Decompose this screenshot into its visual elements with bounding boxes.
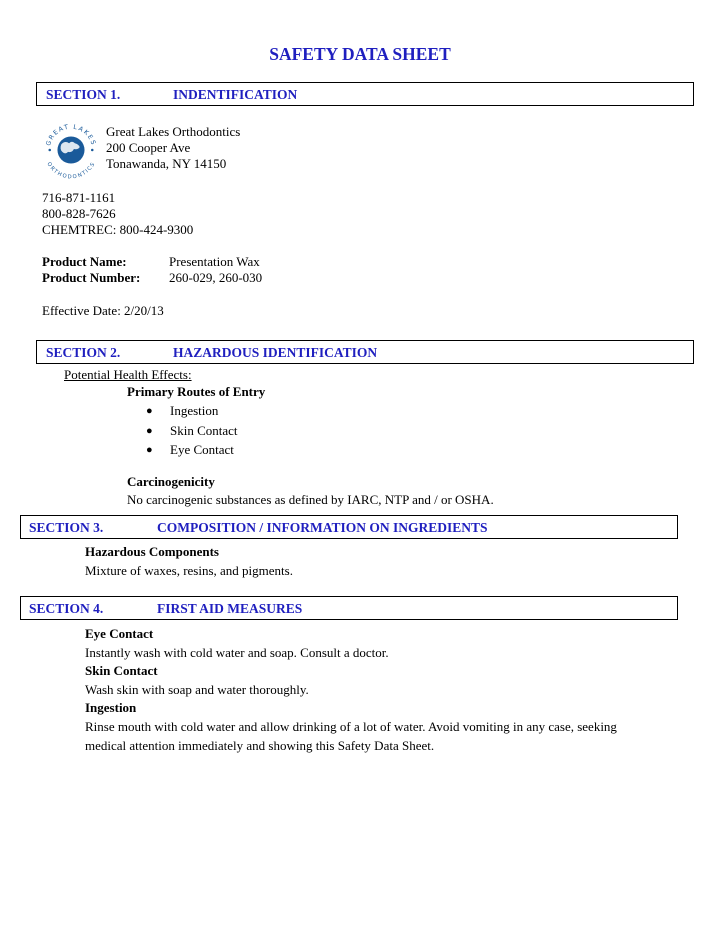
product-name-label: Product Name: [42,254,127,269]
routes-heading: Primary Routes of Entry [127,384,266,399]
bullet-icon: ● [146,425,153,437]
product-name-value: Presentation Wax [169,254,260,269]
skin-contact-text: Wash skin with soap and water thoroughly. [85,682,309,697]
company-street: 200 Cooper Ave [106,140,191,155]
ingestion-heading: Ingestion [85,700,137,715]
bullet-icon: ● [146,405,153,417]
phone-chemtrec: CHEMTREC: 800-424-9300 [42,222,194,237]
svg-text:ORTHODONTICS [45,161,96,179]
bullet-icon: ● [146,444,153,456]
company-name: Great Lakes Orthodontics [106,124,241,139]
product-number-label: Product Number: [42,270,141,285]
section-4-header [20,596,678,620]
section-4-number: SECTION 4. [29,601,104,616]
section-1-header [36,82,694,106]
ingestion-text-line-2: medical attention immediately and showing this Safety Data Sheet. [85,738,435,753]
eye-contact-text: Instantly wash with cold water and soap. Consult a doctor. [85,645,389,660]
section-2-title: HAZARDOUS IDENTIFICATION [173,345,378,360]
ingestion-text-line-1: Rinse mouth with cold water and allow drinking of a lot of water. Avoid vomiting in any case, seeking [85,719,617,734]
document-title: SAFETY DATA SHEET [269,44,451,64]
section-2-header [36,340,694,364]
potential-health-effects-label: Potential Health Effects: [64,367,192,382]
eye-contact-heading: Eye Contact [85,626,154,641]
route-item: Ingestion [170,403,219,418]
phone-2: 800-828-7626 [42,206,116,221]
hazardous-components-text: Mixture of waxes, resins, and pigments. [85,563,293,578]
logo-bottom-text: ORTHODONTICS [45,161,97,179]
skin-contact-heading: Skin Contact [85,663,158,678]
section-4-title: FIRST AID MEASURES [157,601,303,616]
great-lakes-logo-icon [42,121,100,179]
hazardous-components-heading: Hazardous Components [85,544,219,559]
section-2-number: SECTION 2. [46,345,121,360]
section-1-title: INDENTIFICATION [173,87,298,102]
section-3-title: COMPOSITION / INFORMATION ON INGREDIENTS [157,520,488,535]
carcinogenicity-text: No carcinogenic substances as defined by IARC, NTP and / or OSHA. [127,492,494,507]
effective-date: Effective Date: 2/20/13 [42,303,164,318]
section-1-number: SECTION 1. [46,87,121,102]
phone-1: 716-871-1161 [42,190,116,205]
logo-top-text: GREAT LAKES [45,123,97,147]
carcinogenicity-heading: Carcinogenicity [127,474,215,489]
route-item: Eye Contact [170,442,234,457]
company-city: Tonawanda, NY 14150 [106,156,227,171]
section-3-header [20,515,678,539]
product-number-value: 260-029, 260-030 [169,270,263,285]
section-3-number: SECTION 3. [29,520,104,535]
route-item: Skin Contact [170,423,238,438]
